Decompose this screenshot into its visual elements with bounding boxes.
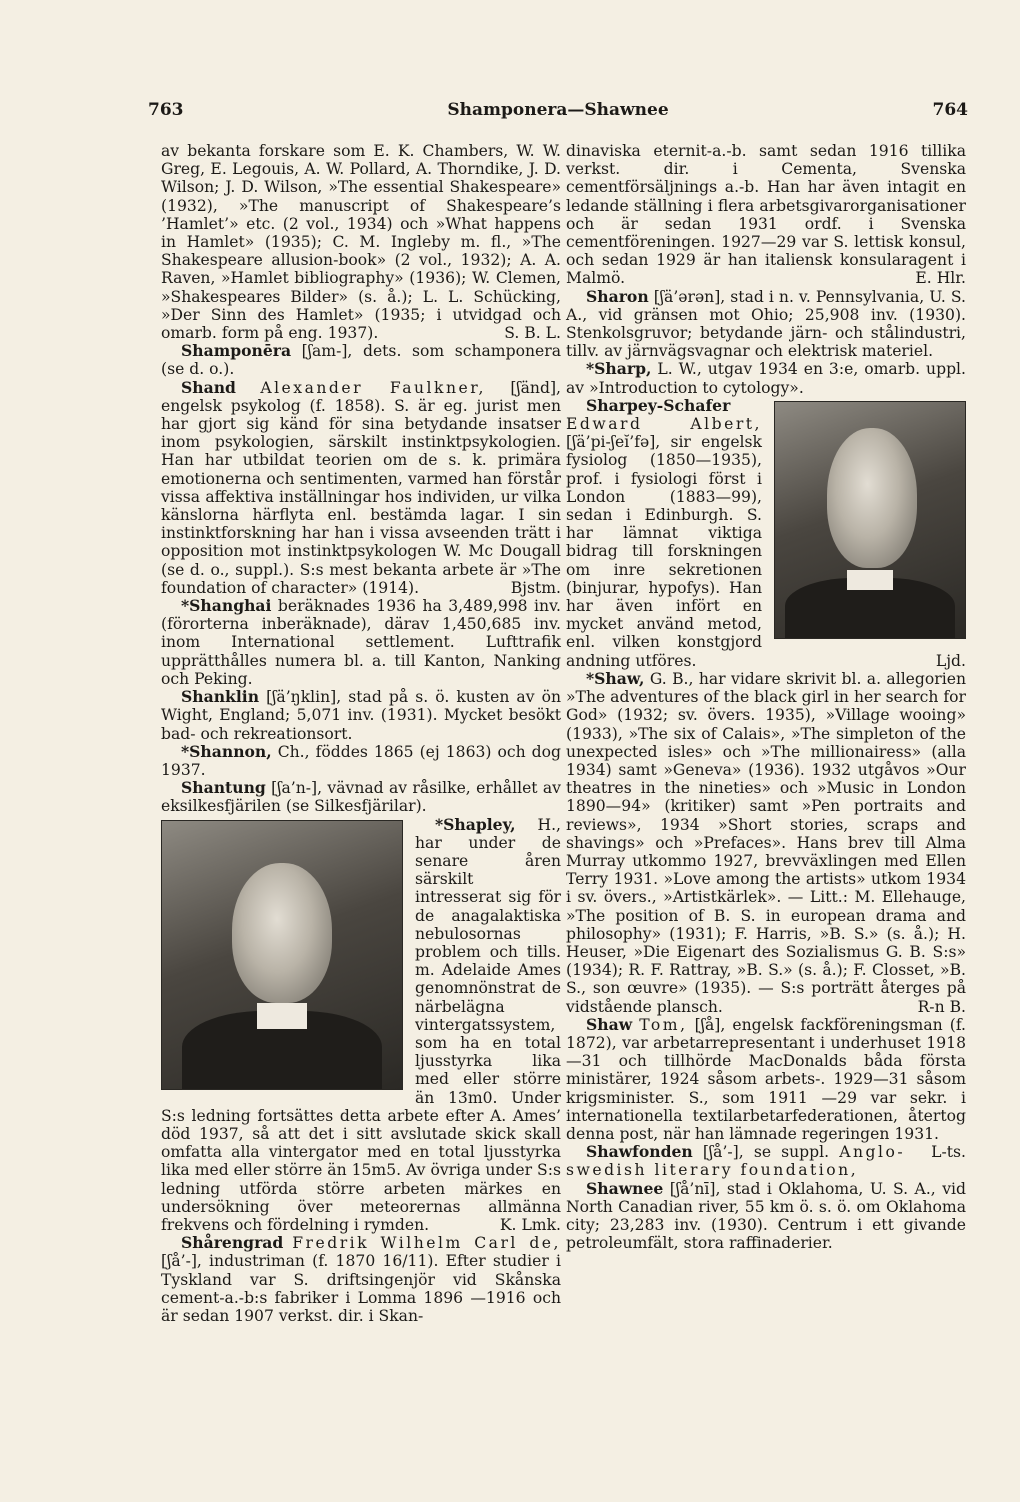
signature: K. Lmk. [499, 1215, 561, 1234]
headword: Shantung [181, 778, 266, 798]
signature: S. B. L. [504, 324, 561, 343]
entry-shapley: *Shapley, H., har under de senare åren särskilt intresserat sig för de anagalaktiska nebulosornas problem och tills. m. Adelaide Ames genomnönstrat de närbelägna vintergatssystem, som ha en total ljusstyrka lika med eller större än 13m0. Under S:s ledning fortsättes detta arbete efter A. Ames’ död 1937, så att det i sitt avslutade skick skall omfatta alla vintergator med en total ljusstyrka lika med eller större än 15m5. Av övriga under S:s ledning utförda större arbeten märkes en undersökning över meteorernas allmänna frekvens och fördelning i rymden. K. Lmk. [161, 814, 561, 1234]
headword: *Shaw, [586, 668, 645, 688]
signature: Ljd. [935, 651, 966, 670]
headword: Sharon [586, 286, 649, 306]
headword: Sharpey-Schafer [586, 395, 731, 415]
person-name: Tom, [639, 1015, 688, 1034]
headword: Shaw [586, 1014, 633, 1034]
entry-shawfonden: Shawfonden [ʃå’-], se suppl. Anglo-swedish literary foundation, [566, 1142, 906, 1180]
person-name: Fredrik Wilhelm Carl de, [292, 1234, 561, 1253]
entry-shaw-gb: *Shaw, G. B., har vidare skrivit bl. a. allegorien »The adventures of the black girl in her search for God» (1932; sv. övers. 1935), »Village wooing» (1933), »The six of Calais», »The simpleton of the unexpected isles» och »The millionairess» (alla 1934) samt »Geneva» (1936). 1932 utgåvos »Our theatres in the nineties» och »Music in London 1890—94» (kritiker) samt »Pen portraits and reviews», 1934 »Short stories, scraps and shavings» och »Prefaces». Hans brev till Alma Murray utkommo 1927, brevväxlingen med Ellen Terry 1931. »Love among the artists» utkom 1934 i sv. övers., »Artistkärlek». — Litt.: M. Ellehauge, »The position of B. S. in european drama and philosophy» (1931); F. Harris, »B. S.» (s. å.); H. Heuser, »Die Eigenart des Sozialismus G. B. S:s» (1934); R. F. Rattray, »B. S.» (s. å.); F. Closset, »B. S., son œuvre» (1935). — S:s porträtt återges på vidstående plansch. R-n B. [566, 668, 966, 1016]
page-number-left: 763 [148, 100, 184, 120]
entry-shaw-tom: Shaw Tom, [ʃå], engelsk fackföreningsman (f. 1872), var arbetarrepresentant i underhuset 1918—31 och tillhörde MacDonalds båda första ministärer, 1924 såsom arbets-. 1929—31 såsom krigsminister. S., som 1911 —29 var sekr. i internationella textilarbetarfederationen, återtog denna post, när han lämnade regeringen 1931. L-ts. [566, 1014, 967, 1162]
right-column [566, 142, 966, 1252]
entry-continued-shakespeare: av bekanta forskare som E. K. Chambers, W. W. Greg, E. Legouis, A. W. Pollard, A. Thorndike, J. D. Wilson; J. D. Wilson, »The essential Shakespeare» (1932), »The manuscript of Shakespeare’s ’Hamlet’» etc. (2 vol., 1934) och »What happens in Hamlet» (1935); C. M. Ingleby m. fl., »The Shakespeare allusion-book» (2 vol., 1932); A. A. Raven, »Hamlet bibliography» (1936); W. Clemen, »Shakespeares Bilder» (s. å.); L. L. Schücking, »Der Sinn des Hamlet» (1935; i utvidgad och omarb. form på eng. 1937). S. B. L. [161, 142, 561, 343]
entry-shanklin: Shanklin [ʃä’ŋklin], stad på s. ö. kusten av ön Wight, England; 5,071 inv. (1931). Mycket besökt bad- och rekreationsort. [161, 687, 561, 743]
cross-reference: Anglo-swedish literary foundation, [566, 1143, 906, 1180]
signature: E. Hlr. [915, 269, 966, 288]
entry-sharon: Sharon [ʃä’ərən], stad i n. v. Pennsylvania, U. S. A., vid gränsen mot Ohio; 25,908 inv. (1930). Stenkolsgruvor; betydande järn- och stålindustri, tillv. av järnvägsvagnar och elektrisk materiel. [566, 286, 966, 361]
headword: Shand [181, 377, 236, 397]
headword: Shanklin [181, 687, 260, 707]
entry-shanghai: *Shanghai beräknades 1936 ha 3,489,998 inv. (förorterna inberäknade), därav 1,450,685 inv. inom International settlement. Lufttrafik upprätthålles numera bl. a. till Kanton, Nanking och Peking. [161, 596, 561, 688]
signature: L-ts. [931, 1143, 966, 1162]
signature: Bjstm. [510, 578, 561, 597]
page-number-right: 764 [932, 100, 968, 120]
entry-shawnee: Shawnee [ʃå’nī], stad i Oklahoma, U. S. A., vid North Canadian river, 55 km ö. s. ö. om Oklahoma city; 23,283 inv. (1930). Centrum i ett givande petroleumfält, stora raffinaderier. [566, 1178, 966, 1253]
portrait-photo-sharpey-schafer [774, 401, 966, 639]
entry-shamponera: Shamponēra [ʃam-], dets. som schamponera (se d. o.). [161, 341, 561, 379]
headword: Shamponēra [181, 341, 292, 361]
headword: Shawnee [586, 1178, 664, 1198]
headword: *Shannon, [181, 741, 272, 761]
headword: *Shanghai [181, 596, 272, 616]
entry-sharp: *Sharp, L. W., utgav 1934 en 3:e, omarb. uppl. av »Introduction to cytology». [566, 359, 966, 397]
left-column [161, 142, 561, 1325]
running-title: Shamponera—Shawnee [447, 100, 669, 120]
headword: Shawfonden [586, 1142, 693, 1162]
entry-sharengrad: Shårengrad Fredrik Wilhelm Carl de, [ʃå’-], industriman (f. 1870 16/11). Efter studier i Tyskland var S. driftsingenjör vid Skånska cement-a.-b:s fabriker i Lomma 1896 —1916 och är sedan 1907 verkst. dir. i Skan- [161, 1233, 561, 1325]
entry-shantung: Shantung [ʃa’n-], vävnad av råsilke, erhållet av eksilkesfjärilen (se Silkesfjärilar). [161, 778, 561, 816]
headword: *Shapley, [435, 814, 516, 834]
person-name: Edward Albert, [566, 415, 762, 434]
entry-continued-sharengrad: dinaviska eternit-a.-b. samt sedan 1916 tillika verkst. dir. i Cementa, Svenska cementförsäljnings a.-b. Han har även intagit en ledande ställning i flera arbetsgivarorganisationer och är sedan 1931 ordf. i Svenska cementföreningen. 1927—29 var S. lettisk konsul, och sedan 1929 är han italiensk konsularagent i Malmö. E. Hlr. [566, 142, 966, 288]
entry-sharpey-schafer: Sharpey-Schafer Edward Albert, [ʃä’pi-ʃeĭ’fə], sir engelsk fysiolog (1850—1935), prof. i fysiologi först i London (1883—99), sedan i Edinburgh. S. har lämnat viktiga bidrag till forskningen om inre sekretionen (binjurar, hypofys). Han har även infört en mycket använd metod, enl. vilken konstgjord andning utföres. Ljd. [566, 395, 966, 670]
entry-shand: Shand Alexander Faulkner, [ʃänd], engelsk psykolog (f. 1858). S. är eg. jurist men har gjort sig känd för sina betydande insatser inom psykologien, särskilt instinktpsykologien. Han har utbildat teorien om de s. k. primära emotionerna och sentimenten, varmed han förstår vissa affektiva inställningar hos individen, ur vilka känslorna härflyta enl. bestämda lagar. I sin instinktforskning har han i vissa avseenden trätt i opposition mot instinktpsykologen W. Mc Dougall (se d. o., suppl.). S:s mest bekanta arbete är »The foundation of character» (1914). Bjstm. [161, 377, 561, 597]
signature: R-n B. [917, 997, 966, 1016]
headword: *Sharp, [586, 359, 652, 379]
portrait-photo-shapley [161, 820, 403, 1090]
headword: Shårengrad [181, 1233, 284, 1253]
entry-shannon: *Shannon, Ch., föddes 1865 (ej 1863) och dog 1937. [161, 741, 561, 779]
page-header [148, 100, 968, 130]
person-name: Alexander Faulkner, [260, 378, 486, 397]
